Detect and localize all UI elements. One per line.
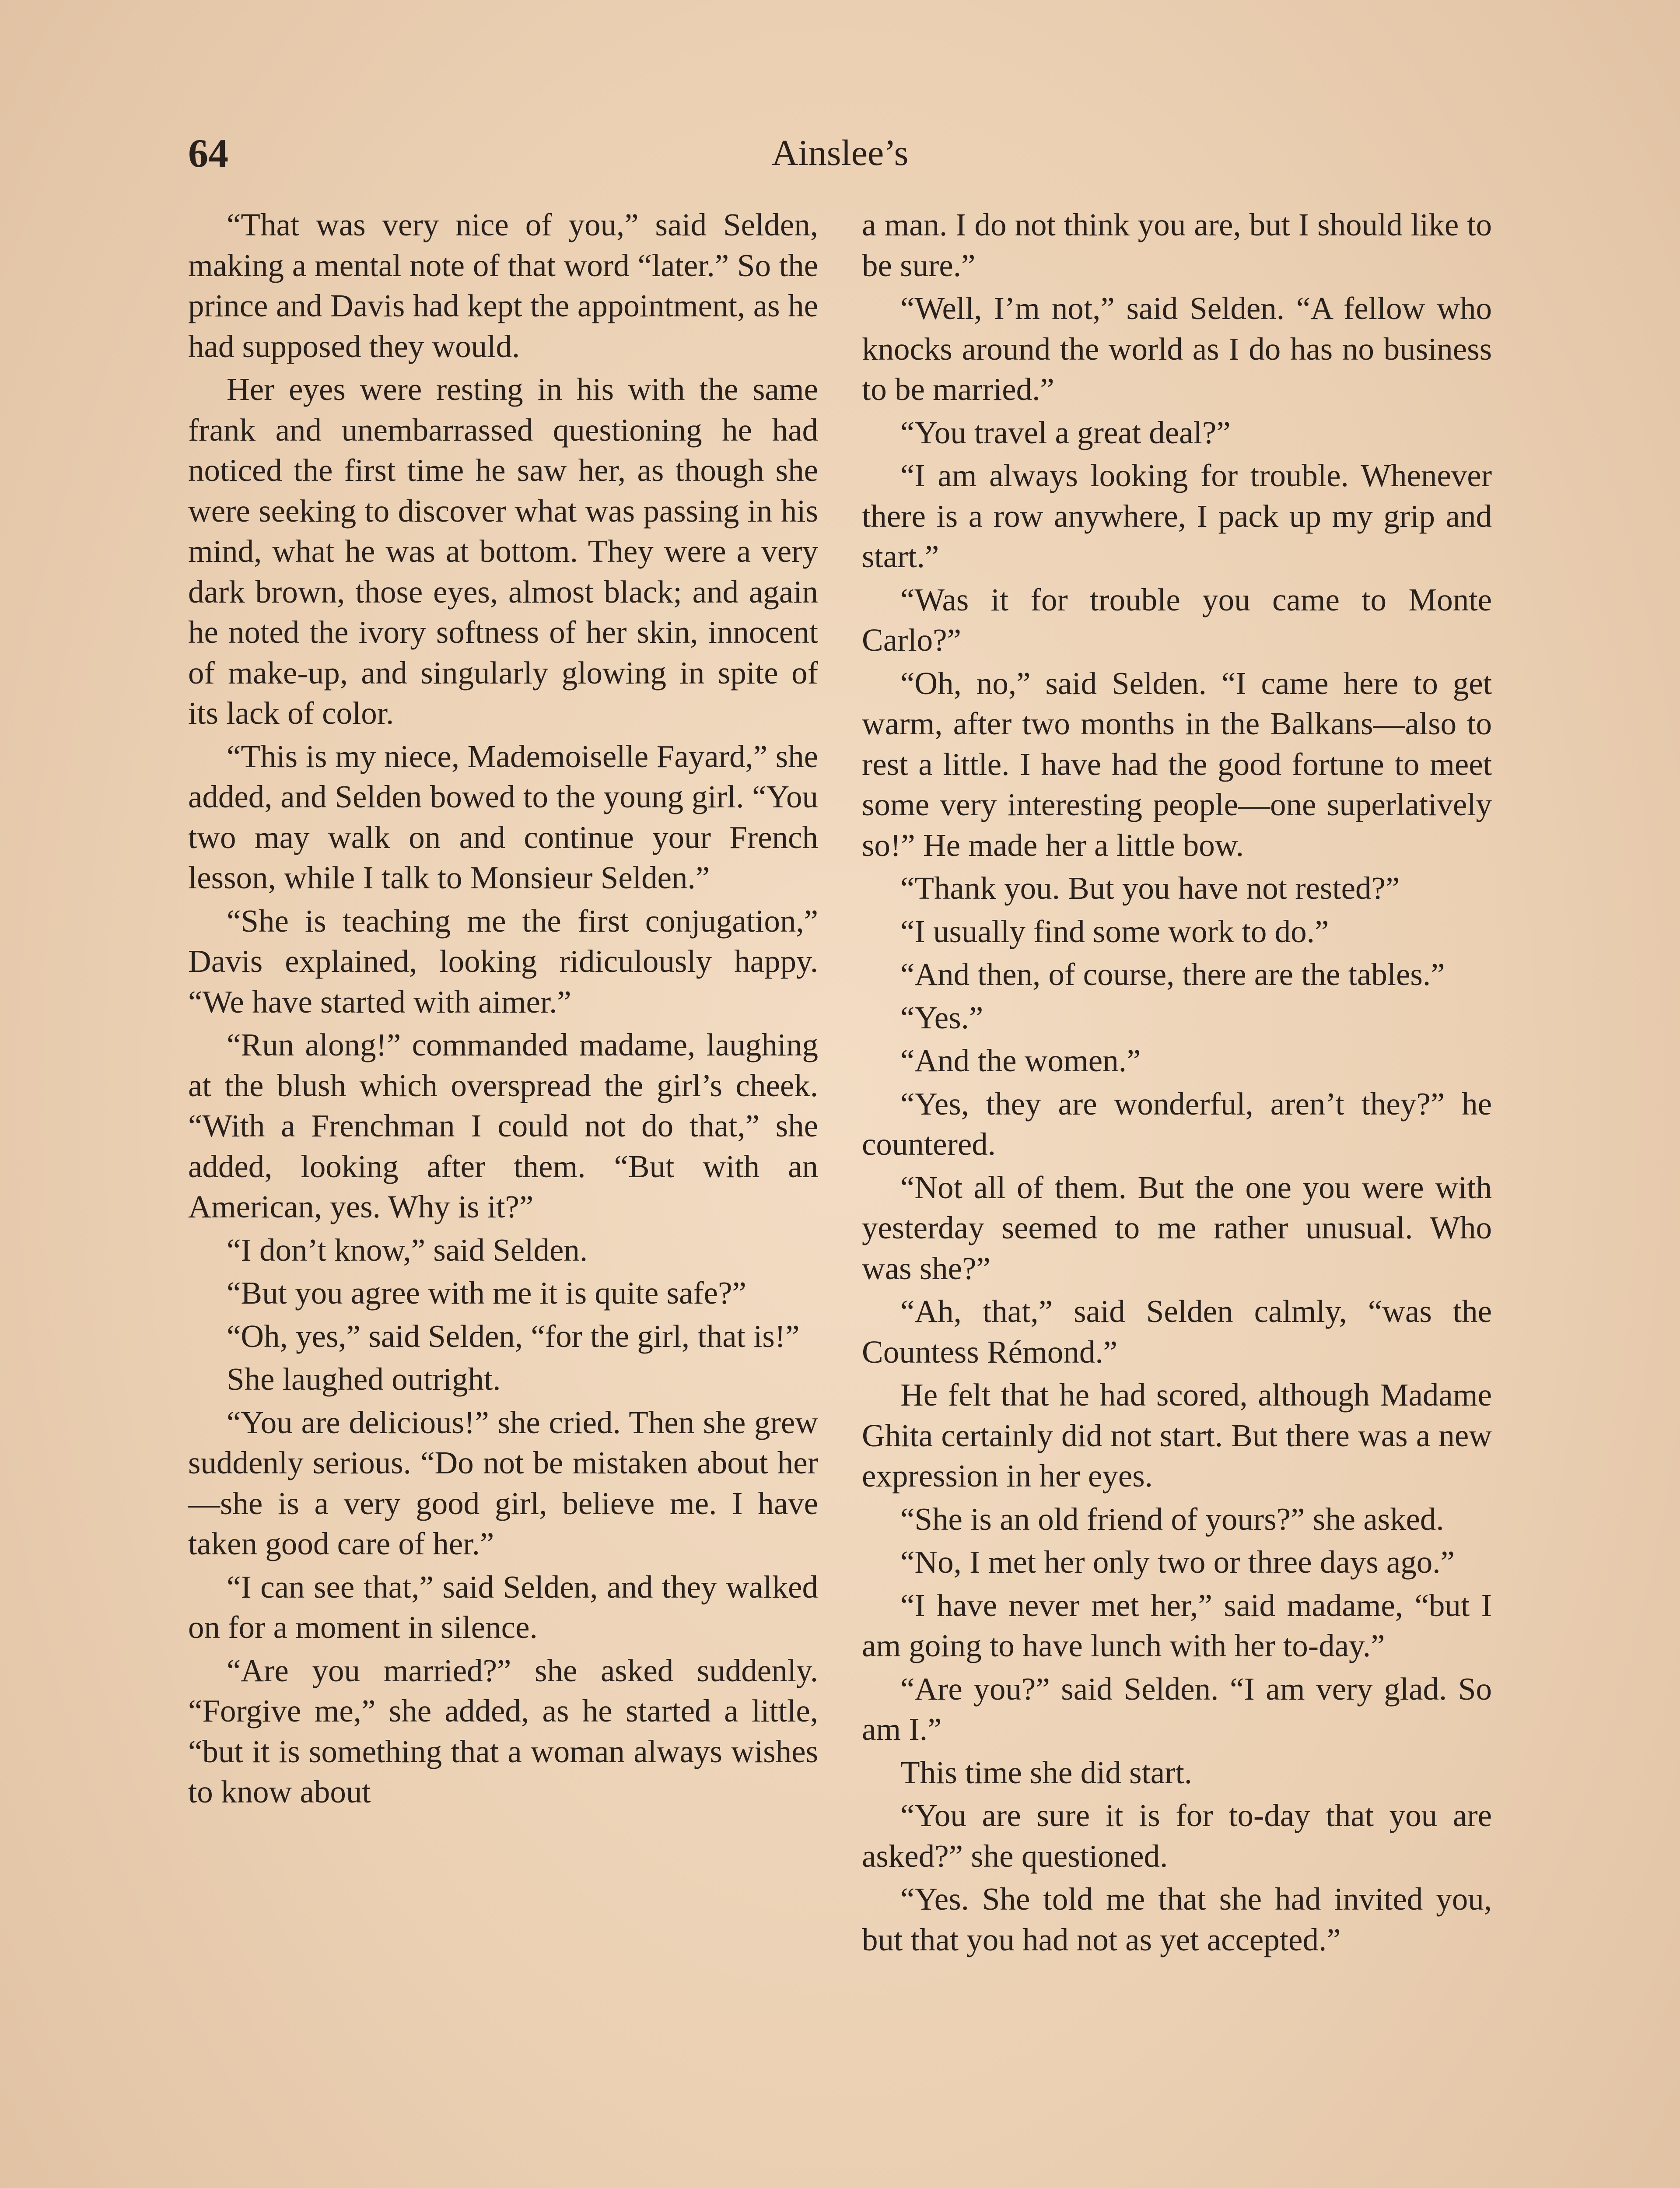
paragraph: This time she did start.: [900, 1754, 1193, 1790]
paragraph: “Oh, yes,” said Selden, “for the girl, that is!”: [227, 1318, 800, 1354]
paragraph: Her eyes were resting in his with the same frank and unembarrassed questioning he had noticed the first time he saw her, as though she were seeking to discover what was passing in his mind, what he was at bottom. They were a very dark brown, those eyes, almost black; and again he noted the ivory softness of her skin, innocent of make-up, and singularly glowing in spite of its lack of color.: [188, 372, 818, 731]
paragraph: “Yes, they are wonderful, aren’t they?” he countered.: [862, 1086, 1492, 1162]
paragraph: “I can see that,” said Selden, and they walked on for a moment in silence.: [188, 1569, 818, 1645]
paragraph: “And then, of course, there are the tables.”: [900, 957, 1445, 992]
paragraph: “She is teaching me the first conjugation,” Davis explained, looking ridiculously happy. “We have started with aimer.”: [188, 903, 818, 1020]
paragraph: “Well, I’m not,” said Selden. “A fellow who knocks around the world as I do has no business to be married.”: [862, 291, 1492, 407]
paragraph: “That was very nice of you,” said Selden, making a mental note of that word “later.” So the prince and Davis had kept the appointment, as he had supposed they would.: [188, 207, 818, 364]
page-number: 64: [188, 131, 228, 175]
paragraph: “Was it for trouble you came to Monte Carlo?”: [862, 582, 1492, 658]
paragraph: “But you agree with me it is quite safe?”: [227, 1275, 746, 1311]
paragraph: He felt that he had scored, although Madame Ghita certainly did not start. But there was a new expression in her eyes.: [862, 1377, 1492, 1494]
paragraph: “Run along!” commanded madame, laughing at the blush which overspread the girl’s cheek. “With a Frenchman I could not do that,” she added, looking after them. “But with an American, yes. Why is it?”: [188, 1027, 818, 1224]
paragraph-continuation: a man. I do not think you are, but I should like to be sure.”: [862, 207, 1492, 283]
paragraph: “She is an old friend of yours?” she asked.: [900, 1501, 1444, 1537]
paragraph: “And the women.”: [900, 1043, 1141, 1078]
paragraph: “Not all of them. But the one you were with yesterday seemed to me rather unusual. Who was she?”: [862, 1169, 1492, 1286]
paragraph: “No, I met her only two or three days ago.”: [900, 1544, 1455, 1580]
paragraph: “You are sure it is for to-day that you are asked?” she questioned.: [862, 1798, 1492, 1874]
paragraph: “Yes. She told me that she had invited you, but that you had not as yet accepted.”: [862, 1881, 1492, 1957]
running-title: Ainslee’s: [771, 133, 909, 173]
paragraph: “Are you married?” she asked suddenly. “Forgive me,” she added, as he started a little, “but it is something that a woman always wishes to know about: [188, 1652, 818, 1809]
paragraph: She laughed outright.: [227, 1361, 501, 1397]
paragraph: “I usually find some work to do.”: [900, 913, 1329, 949]
right-column: [862, 205, 1492, 1963]
left-column: [188, 205, 818, 1815]
paragraph: “I don’t know,” said Selden.: [227, 1232, 588, 1268]
paragraph: “This is my niece, Mademoiselle Fayard,” she added, and Selden bowed to the young girl. “You two may walk on and continue your French lesson, while I talk to Monsieur Selden.”: [188, 738, 818, 895]
paragraph: “You are delicious!” she cried. Then she grew suddenly serious. “Do not be mistaken about her—she is a very good girl, believe me. I have taken good care of her.”: [188, 1404, 818, 1561]
paragraph: “I have never met her,” said madame, “but I am going to have lunch with her to-day.”: [862, 1587, 1492, 1663]
paragraph: “Ah, that,” said Selden calmly, “was the Countess Rémond.”: [862, 1294, 1492, 1370]
paragraph: “Thank you. But you have not rested?”: [900, 870, 1400, 906]
paragraph: “Oh, no,” said Selden. “I came here to get warm, after two months in the Balkans—also to rest a little. I have had the good fortune to meet some very interesting people—one superlatively so!” He made her a little bow.: [862, 665, 1492, 863]
page-header: [188, 123, 1492, 184]
paragraph: “I am always looking for trouble. Whenever there is a row anywhere, I pack up my grip and start.”: [862, 458, 1492, 574]
paragraph: “Yes.”: [900, 999, 984, 1035]
paragraph: “Are you?” said Selden. “I am very glad. So am I.”: [862, 1671, 1492, 1747]
paragraph: “You travel a great deal?”: [900, 414, 1231, 450]
